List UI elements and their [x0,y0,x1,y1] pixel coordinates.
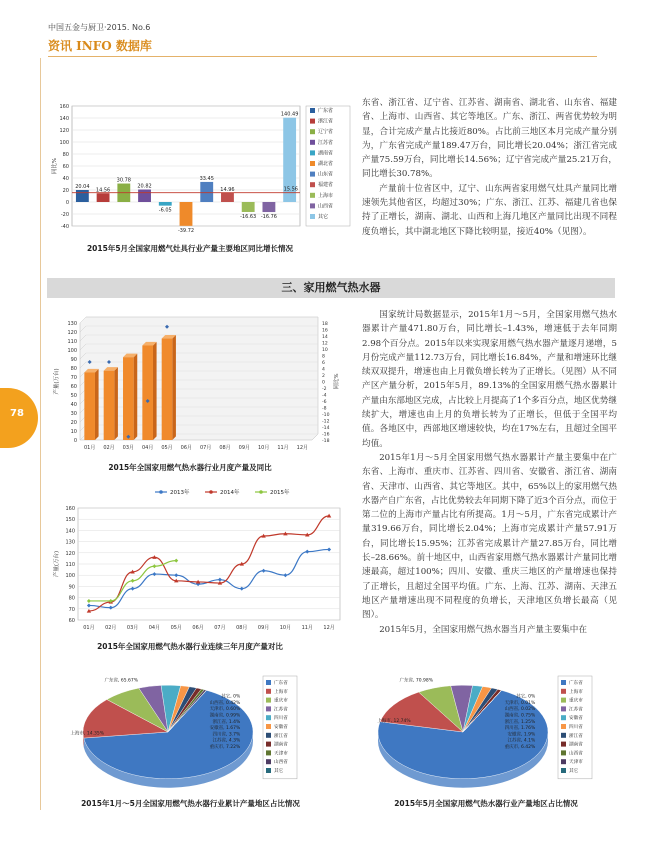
legend-swatch [310,140,315,145]
y-tick-label: 110 [65,562,75,568]
legend-swatch [561,698,566,703]
legend-swatch [561,715,566,720]
y2-tick-label: -4 [322,393,327,399]
legend-label: 辽宁省 [318,129,334,136]
y-tick-label: 0 [73,438,77,444]
x-tick-label: 01月 [83,445,96,451]
data-label: -16.63 [240,213,257,220]
bar-side [95,369,99,440]
caption-chart2: 2015年全国家用燃气热水器行业月度产量及同比 [108,463,272,472]
slice-label: 广东省, 70.98% [399,678,434,684]
legend-swatch [310,150,315,155]
bar [159,202,172,206]
x-tick-label: 03月 [126,625,139,631]
slice-label: 安徽省, 1.67% [209,726,241,732]
legend-label: 江苏省 [318,139,334,146]
legend-swatch [561,750,566,755]
y-tick-label: 100 [59,140,69,146]
text-top-right [362,96,617,239]
x-tick-label: 10月 [257,445,270,451]
bar [76,190,89,202]
x-tick-label: 09月 [238,445,251,451]
chart-pie-jan-may [58,670,323,800]
legend-label: 重庆市 [274,698,288,704]
y2-tick-label: -18 [322,439,330,444]
legend-swatch [266,733,271,738]
legend-label: 上海市 [569,689,583,695]
legend-swatch [310,214,315,219]
legend-label: 2014年 [220,490,240,496]
legend-label: 安徽省 [274,725,288,730]
data-label: 20.82 [137,183,152,190]
legend-swatch [266,715,271,720]
legend-label: 山西省 [274,760,288,766]
legend-label: 天津市 [274,751,288,757]
text-section3 [362,308,617,637]
x-tick-label: 06月 [180,445,193,451]
y-tick-label: 120 [59,128,69,134]
legend-label: 安徽省 [569,716,583,722]
y-tick-label: 100 [65,573,75,580]
legend-marker [259,490,263,494]
y-tick-label: 130 [65,539,75,546]
legend-label: 广东省 [274,681,288,686]
slice-label: 浙江省, 1.25% [504,719,536,725]
y-tick-label: 150 [65,517,75,524]
legend-label: 浙江省 [274,733,288,739]
page-number: 78 [10,408,24,419]
bar [180,202,193,226]
slice-label: 其它, 0% [221,694,241,700]
legend-label: 山西省 [569,751,583,757]
y2-tick-label: 6 [322,361,325,366]
slice-label: 重庆市, 7.22% [209,744,241,750]
x-tick-label: 03月 [122,445,135,451]
data-label: 140.49 [280,111,299,118]
x-tick-label: 04月 [141,445,154,451]
y-tick-label: 60 [70,384,77,390]
chart-pie-may [355,670,617,800]
caption-chart1: 2015年5月全国家用燃气灶具行业产量主要地区同比增长情况 [86,244,294,253]
y-tick-label: 120 [67,330,77,336]
x-tick-label: 12月 [323,625,335,631]
x-tick-label: 05月 [161,445,173,451]
y2-tick-label: 16 [322,328,328,334]
caption-chart4: 2015年1月～5月全国家用燃气热水器行业累计产量地区占比情况 [81,799,300,808]
y-tick-label: 80 [62,152,69,158]
legend-swatch [266,698,271,703]
legend-swatch [266,768,271,773]
y2-tick-label: -6 [322,400,327,405]
bar-side [172,335,176,440]
y2-axis-label: 同比% [334,373,340,390]
y-axis-label: 产量(万台) [54,550,60,578]
bar [104,371,115,440]
reference-label: 15.56 [283,186,298,193]
legend-swatch [561,733,566,738]
legend-label: 天津市 [569,760,583,766]
y-tick-label: 90 [68,584,75,591]
x-tick-label: 06月 [192,625,204,631]
legend-swatch [561,706,566,711]
x-tick-label: 10月 [279,625,292,631]
y-tick-label: 30 [70,411,77,417]
bar-side [114,367,118,440]
paragraph: 2015年1月～5月全国家用燃气热水器累计产量主要集中在广东省、上海市、重庆市、江苏省、四川省、安徽省、浙江省、湖南省、天津市、山西省、其它等地区。其中，65%以上的家用燃气热水器产自广东省，占比优势较去年同期下降了近3个百分点，而位于第二位的上海市产量占比有所提高。1月～5月，广东省完成累计产量319.66万台，同比增长2.04%；上海市完成累计产量57.91万台，同比增长15.95%；江苏省完成累计产量27.85万台，同比增长–28.66%。前十地区中，山西省家用燃气热水器累计产量同比增速最高，超过100%；四川、安徽、重庆三地区的产量增速也保持了正增长，且超过全国平均值。广东、上海、江苏、湖南、天津五地区产量增速出现不同程度的负增长，天津地区负增长最高（见图）。 [362,452,617,621]
journal-header: 中国五金与厨卫·2015. No.6 [48,23,151,32]
legend-swatch [310,182,315,187]
paragraph: 产量前十位省区中，辽宁、山东两省家用燃气灶具产量同比增速领先其他省区，均超过30%；广东、浙江、江苏、福建几省也保持了正增长，湖南、湖北、山西和上海几地区产量同比出现不同程度负增长，其中湖北地区下降比较明显，接近40%（见图）。 [362,183,617,237]
legend-swatch [310,119,315,124]
y-tick-label: 20 [70,420,77,426]
y-tick-label: 60 [62,164,69,170]
legend-swatch [266,689,271,694]
slice-label: 上海市, 12.74% [377,718,411,724]
paragraph: 东省、浙江省、辽宁省、江苏省、湖南省、湖北省、山东省、福建省、上海市、山西省、其它等地区。广东、浙江、两省优势较为明显，合计完成产量占比接近80%。占比前三地区本月完成产量分别为，广东省完成产量189.47万台，同比增长20.04%；浙江省完成产量75.59万台，同比增长14.56%；辽宁省完成产量25.21万台，同比增长30.78%。 [362,98,617,180]
y2-tick-label: 0 [322,380,325,386]
data-label: 20.04 [75,183,90,190]
legend-label: 湖北省 [318,161,334,167]
y2-tick-label: -12 [322,419,330,425]
slice-label: 湖南省, 0.75% [504,713,536,719]
y-tick-label: 160 [65,506,75,512]
legend-swatch [310,161,315,166]
y2-tick-label: -10 [322,413,330,418]
paragraph: 国家统计局数据显示，2015年1月～5月，全国家用燃气热水器累计产量471.80万台，同比增长–1.43%，增速低于去年同期2.98个百分点。2015年以来实现家用燃气热水器产量逐月递增，5月份完成产量112.73万台，同比增长16.84%，产量和增速环比继续双双提升，增速也由上月微负增长转为了正增长。（见图）从不同产区产量分析，2015年5月，89.13%的全国家用燃气热水器累计产量由东部地区完成，占比较上月提高了1个多百分点，地区优势继续扩大，增速也由上月的负增长转为了正增长，但低于全国平均值。各地区中，西部地区增速较快，均在17%左右，且超过全国平均值。 [362,310,617,449]
legend-swatch [310,108,315,113]
bar [200,182,213,202]
data-label: -39.72 [177,227,195,234]
legend-swatch [310,129,315,134]
bar [262,202,275,212]
legend-label: 四川省 [569,725,583,730]
data-label: 14.96 [220,187,235,194]
slice-label: 广东省, 65.67% [104,678,139,684]
y-axis-label: 同比% [52,157,58,175]
legend-swatch [310,172,315,177]
y-tick-label: 140 [65,528,75,535]
y-tick-label: 40 [70,402,77,408]
y-tick-label: 140 [59,116,69,122]
legend-swatch [266,742,271,747]
legend-label: 湖南省 [569,742,583,748]
chart-three-year-compare [50,484,350,640]
y-axis-label: 产量(万台) [54,368,60,395]
y2-tick-label: -2 [322,387,327,392]
legend-label: 广东省 [569,681,583,686]
legend-label: 湖南省 [318,150,334,157]
bar [84,373,95,441]
legend-marker [209,490,213,494]
left-margin-rule [40,58,41,810]
slice-label: 四川省, 3.7% [212,732,241,738]
y-tick-label: 50 [70,393,77,399]
legend-label: 上海市 [274,689,288,695]
legend-swatch [266,759,271,764]
y-tick-label: 20 [62,188,69,194]
bar [162,339,173,440]
legend-label: 广东省 [318,108,334,114]
legend-label: 其它 [274,769,284,774]
bar [142,346,153,441]
bar-side [153,342,157,440]
x-tick-label: 02月 [105,625,117,631]
bar [221,193,234,202]
legend-label: 山西省 [318,203,334,210]
legend-label: 其它 [569,769,579,774]
x-tick-label: 02月 [103,445,115,451]
legend-label: 重庆市 [569,698,583,704]
chart-regional-growth [50,100,350,240]
slice-label: 浙江省, 1.4% [212,719,241,725]
y2-tick-label: 12 [322,341,328,347]
y-tick-label: -40 [60,224,69,230]
bar [97,193,110,202]
data-label: 30.78 [116,177,131,184]
chart-monthly-output [50,315,350,460]
y-tick-label: 60 [68,618,75,624]
legend-swatch [561,689,566,694]
x-tick-label: 11月 [301,625,313,631]
y-tick-label: 80 [68,595,75,602]
slice-label: 其它, 0% [516,694,536,700]
legend-swatch [561,768,566,773]
legend-swatch [561,680,566,685]
y-tick-label: 10 [70,429,77,435]
slice-label: 天津市, 0.01% [504,700,536,706]
legend-label: 2013年 [170,490,190,496]
legend-label: 江苏省 [274,707,288,713]
x-tick-label: 08月 [236,625,248,631]
y-tick-label: 110 [67,339,77,345]
bar [242,202,255,212]
y-tick-label: 160 [59,104,69,110]
bar-side [134,354,138,440]
y2-tick-label: 18 [322,322,328,327]
legend-label: 上海市 [318,192,334,199]
y2-tick-label: -8 [322,406,327,412]
y2-tick-label: -14 [322,426,330,431]
legend-swatch [310,193,315,198]
legend-label: 四川省 [274,716,288,722]
y-tick-label: 80 [70,366,77,372]
slice-label: 重庆市, 6.42% [504,744,536,750]
y2-tick-label: 14 [322,335,328,340]
y-tick-label: -20 [60,212,69,218]
legend-label: 福建省 [318,182,334,189]
legend-label: 山东省 [318,171,334,178]
bar [138,190,151,202]
y-tick-label: 70 [68,606,75,613]
y-tick-label: 90 [70,357,77,363]
x-tick-label: 12月 [296,445,309,451]
data-label: -16.76 [260,214,277,221]
section-title-bar: 三、家用燃气热水器 [47,278,615,298]
header-divider [48,56,597,57]
slice-label: 山西省, 0.42% [209,700,241,706]
legend-label: 浙江省 [569,733,583,739]
legend-swatch [561,742,566,747]
legend-marker [159,490,163,494]
legend-label: 其它 [318,214,329,220]
y-tick-label: 100 [67,348,77,354]
x-tick-label: 11月 [277,445,289,451]
y-tick-label: 0 [65,200,69,206]
caption-chart3: 2015年全国家用燃气热水器行业连续三年月度产量对比 [97,642,283,651]
y-tick-label: 130 [67,321,77,327]
legend-swatch [266,680,271,685]
y-tick-label: 40 [62,176,69,182]
y2-tick-label: -16 [322,432,330,438]
legend-swatch [561,724,566,729]
x-tick-label: 07月 [214,625,226,631]
y-tick-label: 120 [65,550,75,557]
x-tick-label: 07月 [199,445,212,451]
slice-label: 四川省, 1.76% [504,726,536,732]
legend-swatch [310,203,315,208]
caption-chart5: 2015年5月全国家用燃气热水器行业产量地区占比情况 [394,799,578,808]
paragraph: 2015年5月，全国家用燃气热水器当月产量主要集中在 [379,624,587,635]
legend-label: 浙江省 [318,118,334,125]
legend-label: 2015年 [270,490,290,496]
x-tick-label: 09月 [257,625,270,631]
x-tick-label: 08月 [219,445,231,451]
y-tick-label: 70 [70,375,77,381]
data-label: 14.56 [95,187,111,194]
slice-label: 江苏省, 4.3% [212,738,241,744]
legend-swatch [266,724,271,729]
legend-swatch [266,750,271,755]
y2-tick-label: 2 [322,374,325,379]
legend-swatch [266,706,271,711]
legend-label: 湖南省 [274,742,288,748]
slice-label: 安徽省, 1.9% [507,732,536,738]
slice-label: 湖南省, 0.99% [209,713,241,719]
section-header: 资讯 INFO 数据库 [48,39,152,53]
y2-tick-label: 8 [322,354,325,360]
slice-label: 江苏省, 4.1% [507,738,536,744]
x-tick-label: 05月 [170,625,182,631]
data-label: -6.05 [158,207,172,214]
x-tick-label: 04月 [148,625,161,631]
y2-tick-label: 4 [322,367,325,373]
y2-tick-label: 10 [322,348,328,353]
slice-label: 上海市, 14.35% [70,731,105,737]
legend-label: 江苏省 [569,707,583,713]
slice-label: 天津市, 0.60% [209,707,241,713]
data-label: 33.45 [199,175,214,182]
bar [123,357,134,440]
slice-label: 山西省, 0.02% [504,707,536,713]
x-tick-label: 01月 [83,625,95,631]
legend-swatch [561,759,566,764]
